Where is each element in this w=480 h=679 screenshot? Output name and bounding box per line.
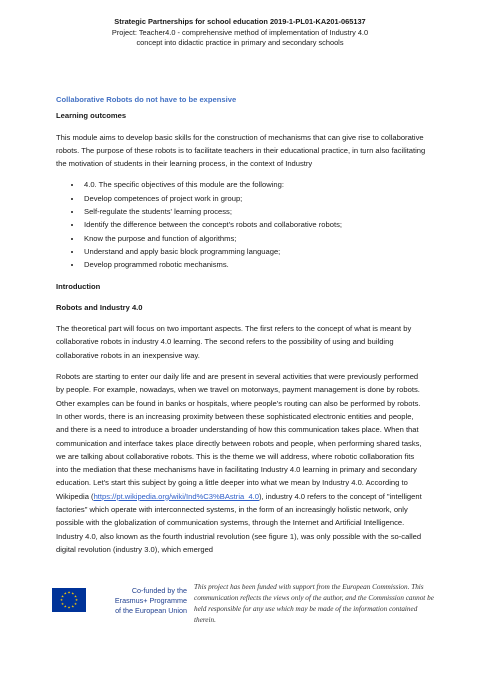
- objective-item: • 4.0. The specific objectives of this module are the following:: [82, 178, 428, 191]
- section-title: Collaborative Robots do not have to be expensive: [56, 95, 237, 104]
- cofunded-line-1: Co-funded by the: [131, 586, 187, 595]
- theory-paragraph: The theoretical part will focus on two important aspects. The first refers to the concept of what is meant by collaborative robots in industry 4.0 learning. The second refers to the possibility of using and building collaborative robots in an inexpensive way.: [56, 324, 412, 360]
- robots-paragraph: [56, 370, 428, 556]
- funding-footer: [52, 582, 440, 630]
- robots-heading: Robots and Industry 4.0: [56, 302, 143, 312]
- cofunded-line-2: Erasmus+ Programme: [114, 596, 187, 605]
- objective-item: • Know the purpose and function of algorithms;: [82, 232, 428, 245]
- eu-star-icon: ★: [63, 604, 67, 609]
- document-body: [56, 93, 428, 556]
- eu-star-icon: ★: [71, 591, 75, 596]
- eu-star-icon: ★: [60, 594, 65, 599]
- objective-item: • Identify the difference between the concept's robots and collaborative robots;: [82, 218, 428, 231]
- header-line-3: concept into didactic practice in primary and secondary schools: [136, 38, 344, 47]
- eu-star-icon: ★: [60, 601, 65, 606]
- aim-paragraph: This module aims to develop basic skills for the construction of mechanisms that can give rise to collaborative robots. The purpose of these robots is to facilitate teachers in their educational practice, in turn also facilitating the motivation of students in their learning process, in the context of Industry: [56, 132, 426, 169]
- objective-item: • Develop competences of project work in group;: [82, 192, 428, 205]
- eu-star-icon: ★: [63, 591, 67, 596]
- eu-star-icon: ★: [67, 590, 71, 595]
- introduction-heading: Introduction: [56, 281, 101, 291]
- funding-disclaimer: This project has been funded with support from the European Commission. This communication reflects the views only of the author, and the Commission cannot be held responsible for any use which may be made of the information contained therein.: [194, 583, 434, 624]
- eu-flag-icon: [52, 588, 86, 612]
- eu-star-icon: ★: [73, 601, 78, 606]
- wikipedia-link[interactable]: https://pt.wikipedia.org/wiki/Ind%C3%BAstria_4.0: [93, 491, 260, 501]
- eu-star-icon: ★: [67, 605, 71, 610]
- objective-item: • Self-regulate the students' learning process;: [82, 205, 428, 218]
- eu-star-icon: ★: [59, 598, 64, 603]
- robots-paragraph-part2: ), industry 4.0 refers to the concept of "intelligent factories" which operate with interconnected systems, in the form of an increasingly holistic network, only possible with the globalization of communication systems, through the Internet and Artificial Intelligence. Industry 4.0, also known as the fourth industrial revolution (see figure 1), was only possible with the so-called digital revolution (industry 3.0), which emerged: [56, 491, 422, 554]
- header-line-2: Project: Teacher4.0 - comprehensive method of implementation of Industry 4.0: [111, 27, 369, 37]
- cofunded-line-3: of the European Union: [115, 606, 187, 615]
- eu-star-icon: ★: [74, 598, 79, 603]
- objective-item: • Understand and apply basic block programming language;: [82, 245, 428, 258]
- header-line-1: Strategic Partnerships for school education 2019-1-PL01-KA201-065137: [114, 17, 366, 26]
- objective-item: • Develop programmed robotic mechanisms.: [82, 258, 428, 271]
- eu-star-icon: ★: [71, 604, 75, 609]
- objectives-list: [56, 178, 428, 271]
- eu-star-icon: ★: [73, 594, 78, 599]
- cofunded-text: [92, 586, 187, 616]
- document-header: [40, 17, 440, 49]
- robots-paragraph-part1: Robots are starting to enter our daily life and are present in several activities that were previously performed by people. For example, nowadays, when we travel on motorways, payment management is done by robots. Other examples can be found in banks or hospitals, where people's routing can also be performed by robots. In other words, there is an increasing proximity between these sophisticated electronic entities and people, and there is a need to introduce a broader understanding of how this communication takes place. When that communication and interface takes place directly between robots and people, when performing shared tasks, we are talking about collaborative robots. This is the theme we will address, where robotic collaboration fits into the mediation that these mechanisms have in facilitating Industry 4.0 learning in primary and secondary education. Let's start this subject by going a little deeper into what we mean by Industry 4.0. According to Wikipedia (: [56, 372, 422, 501]
- learning-outcomes-heading: Learning outcomes: [56, 111, 127, 121]
